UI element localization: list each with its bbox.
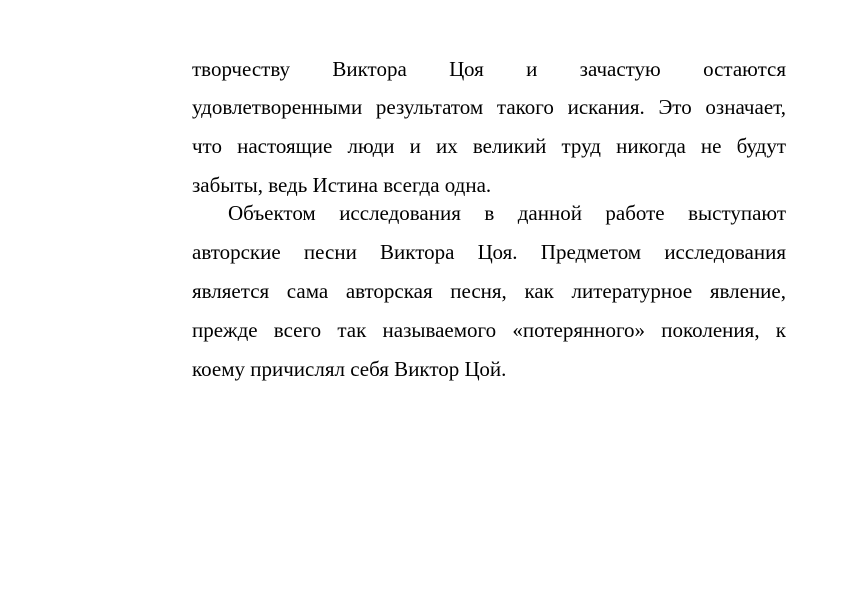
paragraph-2-line: коему причислял себя Виктор Цой. [192,357,507,381]
paragraph-1-line: удовлетворенными результатом такого искания. Это означает, [192,95,786,119]
paragraph-2-line: является сама авторская песня, как литературное явление, [192,279,786,303]
paragraph-2-line: Объектом исследования в данной работе выступают [228,201,786,225]
paragraph-1-line: творчеству Виктора Цоя и зачастую остаются [192,57,786,81]
paragraph-1-line: забыты, ведь Истина всегда одна. [192,173,492,197]
paragraph-1-line: что настоящие люди и их великий труд никогда не будут [192,134,786,158]
paragraph-2-line: авторские песни Виктора Цоя. Предметом исследования [192,240,786,264]
paragraph-2-line: прежде всего так называемого «потерянного» поколения, к [192,318,786,342]
